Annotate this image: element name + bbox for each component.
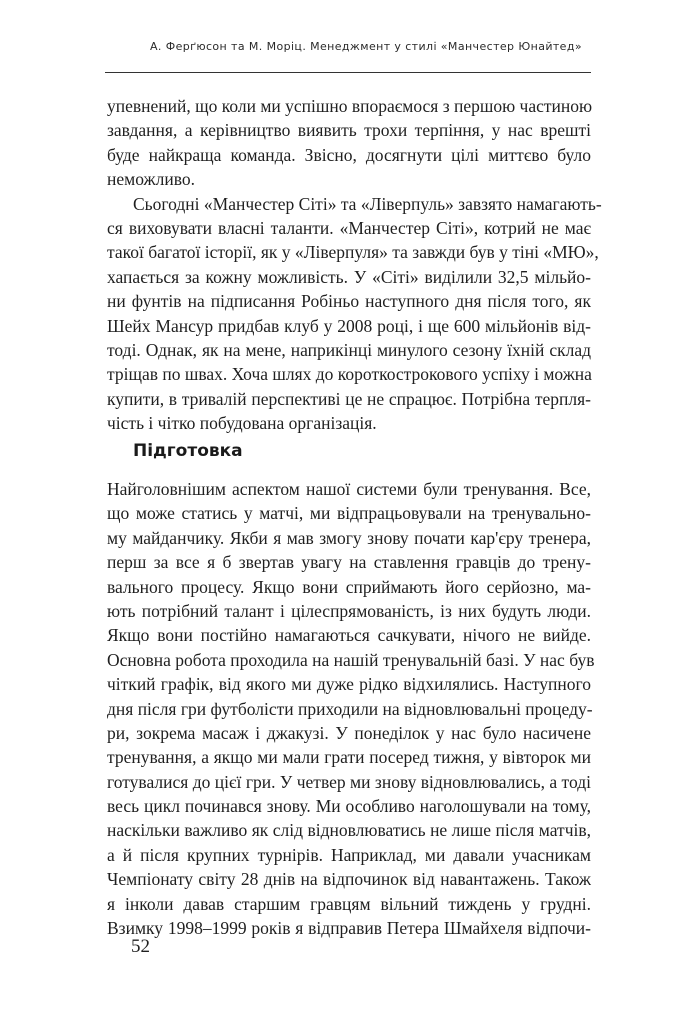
text-line: буде найкраща команда. Звісно, досягнути цілі миттєво було	[107, 144, 591, 165]
page-number: 52	[131, 936, 150, 957]
text-line: Найголовнішим аспектом нашої системи були тренування. Все,	[107, 479, 591, 499]
text-line: Сьогодні «Манчестер Сіті» та «Ліверпуль» завзято намагають-	[133, 193, 602, 214]
text-line: такої багатої історії, як у «Ліверпуля» та завжди був у тіні «МЮ»,	[107, 242, 599, 263]
text-line: ри, зокрема масаж і джакузі. У понеділок у нас було насичене	[107, 722, 591, 743]
text-line: що може статись у матчі, ми відпрацьовували на тренувально-	[107, 503, 591, 524]
running-header: А. Ферґюсон та М. Моріц. Менеджмент у стилі «Манчестер Юнайтед»	[150, 40, 582, 53]
text-line: Основна робота проходила на нашій тренувальній базі. У нас був	[107, 649, 595, 670]
text-line: ся виховувати власні таланти. «Манчестер Сіті», котрий не має	[107, 217, 591, 238]
text-line: хапається за кожну можливість. У «Сіті» виділили 32,5 мільйо-	[107, 266, 591, 287]
text-line: купити, в тривалій перспективі це не спрацює. Потрібна терпля-	[107, 388, 591, 409]
text-line: тренування, а якщо ми мали грати посеред тижня, у вівторок ми	[107, 747, 591, 768]
text-line: Шейх Мансур придбав клуб у 2008 році, і ще 600 мільйонів від-	[107, 315, 591, 336]
text-block-training	[107, 477, 595, 940]
text-block-top	[107, 94, 602, 435]
header-divider	[105, 72, 591, 73]
text-line: тоді. Однак, як на мене, наприкінці минулого сезону їхній склад	[107, 339, 591, 360]
text-line: а й після крупних турнірів. Наприклад, ми давали учасникам	[107, 844, 591, 865]
text-line: чіткий графік, від якого ми дуже рідко відхилялись. Наступного	[107, 674, 591, 695]
text-line: наскільки важливо як слід відновлюватись не лише після матчів,	[107, 820, 591, 841]
text-line: ни фунтів на підписання Робіньо наступного дня після того, як	[107, 291, 591, 312]
text-line: готувалися до цієї гри. У четвер ми знову відновлювались, а тоді	[107, 771, 591, 792]
text-line: неможливо.	[107, 169, 195, 190]
text-line: завдання, а керівництво виявить трохи терпіння, у нас врешті	[107, 120, 591, 141]
text-line: вального процесу. Якщо вони сприймають його серйозно, ма-	[107, 576, 591, 597]
text-line: весь цикл починався знову. Ми особливо наголошували на тому,	[107, 796, 591, 817]
section-heading: Підготовка	[133, 441, 243, 461]
text-line: чість і чітко побудована організація.	[107, 413, 377, 434]
text-line: я інколи давав старшим гравцям вільний тиждень у грудні.	[107, 893, 591, 914]
text-line: перш за все я б звертав увагу на ставлення гравців до трену-	[107, 552, 591, 573]
text-line: дня після гри футболісти приходили на відновлювальні процеду-	[107, 698, 593, 719]
text-line: Якщо вони постійно намагаються сачкувати, нічого не вийде.	[107, 625, 591, 646]
text-line: ють потрібний талант і цілеспрямованість, із них будуть люди.	[107, 600, 591, 621]
text-line: Чемпіонату світу 28 днів на відпочинок від навантажень. Також	[107, 869, 591, 890]
paragraph-continued	[107, 94, 591, 192]
paragraph-clubs	[107, 192, 602, 436]
text-line: тріщав по швах. Хоча шлях до короткострокового успіху і можна	[107, 364, 592, 385]
text-line: упевнений, що коли ми успішно впораємося з першою частиною	[107, 96, 593, 116]
text-line: Взимку 1998–1999 років я відправив Петера Шмайхеля відпочи-	[107, 918, 591, 939]
text-line: му майданчику. Якби я мав змогу знову почати кар'єру тренера,	[107, 527, 591, 548]
paragraph-training	[107, 477, 595, 940]
